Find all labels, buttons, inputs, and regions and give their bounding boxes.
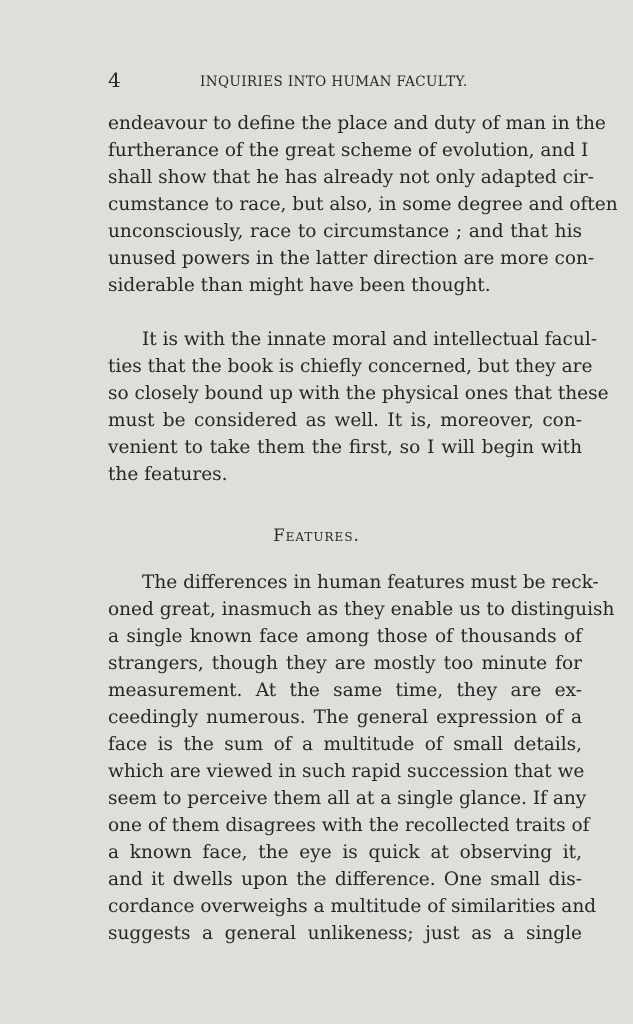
page-number: 4 bbox=[108, 68, 121, 92]
text-line: a known face, the eye is quick at observing it, bbox=[108, 842, 582, 863]
text-line: the features. bbox=[108, 464, 228, 485]
text-line: cordance overweighs a multitude of similarities and bbox=[108, 896, 597, 917]
text-line: unconsciously, race to circumstance ; and that his bbox=[108, 221, 582, 242]
page-header bbox=[108, 66, 582, 94]
text-line: venient to take them the first, so I will begin with bbox=[108, 437, 582, 458]
section-heading: Features. bbox=[273, 526, 360, 545]
text-line: so closely bound up with the physical ones that these bbox=[108, 383, 609, 404]
text-line: siderable than might have been thought. bbox=[108, 275, 491, 296]
running-title: INQUIRIES INTO HUMAN FACULTY. bbox=[200, 74, 468, 90]
text-line: ceedingly numerous. The general expression of a bbox=[108, 707, 582, 728]
text-line: cumstance to race, but also, in some degree and often bbox=[108, 194, 618, 215]
text-line: endeavour to define the place and duty of man in the bbox=[108, 113, 606, 134]
text-line: shall show that he has already not only adapted cir- bbox=[108, 167, 595, 188]
text-line: must be considered as well. It is, moreover, con- bbox=[108, 410, 582, 431]
text-line: and it dwells upon the difference. One small dis- bbox=[108, 869, 582, 890]
text-line: It is with the innate moral and intellectual facul- bbox=[142, 329, 597, 350]
text-line: suggests a general unlikeness; just as a single bbox=[108, 923, 582, 944]
text-line: face is the sum of a multitude of small details, bbox=[108, 734, 582, 755]
text-line: unused powers in the latter direction are more con- bbox=[108, 248, 595, 269]
text-line: strangers, though they are mostly too minute for bbox=[108, 653, 582, 674]
text-line: The differences in human features must be reck- bbox=[142, 572, 599, 593]
text-line: which are viewed in such rapid succession that we bbox=[108, 761, 585, 782]
text-line: ties that the book is chiefly concerned, but they are bbox=[108, 356, 593, 377]
text-line: a single known face among those of thousands of bbox=[108, 626, 582, 647]
text-line: measurement. At the same time, they are ex- bbox=[108, 680, 582, 701]
text-line: oned great, inasmuch as they enable us to distinguish bbox=[108, 599, 615, 620]
text-line: one of them disagrees with the recollected traits of bbox=[108, 815, 590, 836]
text-line: furtherance of the great scheme of evolution, and I bbox=[108, 140, 589, 161]
text-line: seem to perceive them all at a single glance. If any bbox=[108, 788, 587, 809]
